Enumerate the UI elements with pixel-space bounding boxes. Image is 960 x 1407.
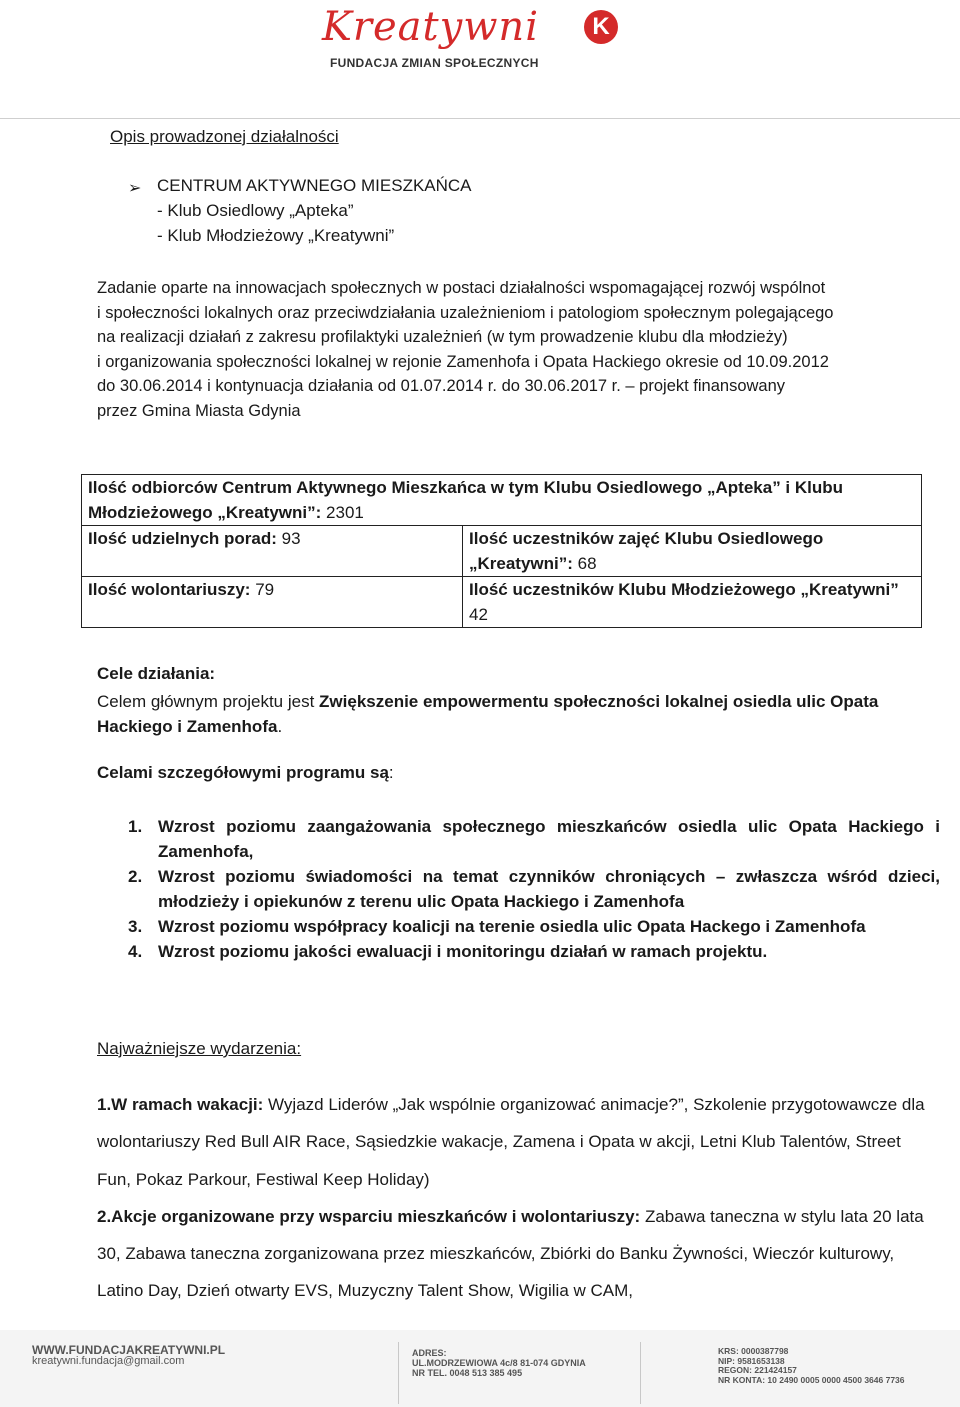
recipients-label: Ilość odbiorców Centrum Aktywnego Mieszkańca w tym Klubu Osiedlowego „Apteka” i Klubu Młodzieżowego „Kreatywni”: bbox=[88, 478, 844, 522]
event-text: Zabawa taneczna w stylu lata 20 lata 30, Zabawa taneczna zorganizowana przez mieszkańców, Zbiórki do Banku Żywności, Wieczór kulturowy, Latino Day, Dzień otwarty EVS, Muzyczny Talent Show, Wigilia w CAM, bbox=[97, 1206, 924, 1301]
goal-text: Wzrost poziomu współpracy koalicji na terenie osiedla ulic Opata Hackego i Zamenhofa bbox=[158, 917, 866, 936]
main-goal-paragraph bbox=[97, 689, 939, 739]
footer-nip: NIP: 9581653138 bbox=[718, 1355, 785, 1366]
arrow-bullet-icon: ➢ bbox=[128, 180, 142, 197]
task-line: przez Gmina Miasta Gdynia bbox=[97, 401, 301, 420]
goal-text: Wzrost poziomu świadomości na temat czynników chroniących – zwłaszcza wśród dzieci, młodzieży i opiekunów z terenu ulic Opata Hackiego i Zamenhofa bbox=[158, 867, 940, 911]
advice-value: 93 bbox=[281, 529, 301, 548]
volunteers-value: 79 bbox=[255, 580, 275, 599]
youth-participants-value: 42 bbox=[469, 605, 488, 624]
footer-registry bbox=[718, 1347, 905, 1385]
task-line: i organizowania społeczności lokalnej w rejonie Zamenhofa i Opata Hackiego okresie od 10.09.2012 bbox=[97, 352, 829, 371]
events-list bbox=[97, 1086, 939, 1310]
advice-label: Ilość udzielnych porad: bbox=[88, 529, 277, 548]
goal-text: Wzrost poziomu jakości ewaluacji i monitoringu działań w ramach projektu. bbox=[158, 942, 768, 961]
table-row bbox=[82, 577, 922, 628]
youth-participants-cell bbox=[463, 577, 922, 628]
list-item bbox=[128, 939, 940, 964]
task-line: i społeczności lokalnych oraz przeciwdziałania uzależnieniom i patologiom społecznym polegającego bbox=[97, 303, 834, 322]
detail-goals-heading bbox=[97, 763, 394, 783]
goals-list bbox=[128, 814, 940, 964]
goal-number: 1. bbox=[128, 817, 143, 836]
club-item: - Klub Młodzieżowy „Kreatywni” bbox=[157, 226, 395, 245]
footer-phone: NR TEL. 0048 513 385 495 bbox=[412, 1368, 523, 1378]
centrum-heading: CENTRUM AKTYWNEGO MIESZKAŃCA bbox=[157, 176, 472, 195]
club-participants-label: Ilość uczestników zajęć Klubu Osiedlowego „Kreatywni”: bbox=[469, 529, 824, 573]
goal-number: 3. bbox=[128, 917, 143, 936]
foundation-logo bbox=[322, 4, 622, 74]
task-line: na realizacji działań z zakresu profilaktyki uzależnień (w tym prowadzenie klubu dla młodzieży) bbox=[97, 328, 788, 346]
logo-badge-icon: K bbox=[584, 10, 618, 44]
volunteers-cell bbox=[82, 577, 463, 628]
footer-divider bbox=[640, 1342, 641, 1404]
stats-table bbox=[81, 474, 922, 628]
event-item bbox=[97, 1198, 939, 1310]
event-label: 2.Akcje organizowane przy wsparciu mieszkańców i wolontariuszy: bbox=[97, 1206, 641, 1226]
table-row bbox=[82, 475, 922, 526]
logo-wordmark: Kreatywni bbox=[322, 4, 539, 50]
footer-account: NR KONTA: 10 2490 0005 0000 4500 3646 7736 bbox=[718, 1374, 905, 1385]
footer-address bbox=[412, 1348, 586, 1378]
event-label: 1.W ramach wakacji: bbox=[97, 1095, 264, 1114]
goal-text: Wzrost poziomu zaangażowania społecznego mieszkańców osiedla ulic Opata Hackiego i Zamenhofa, bbox=[158, 817, 940, 861]
goal-number: 4. bbox=[128, 942, 143, 961]
goal-number: 2. bbox=[128, 867, 143, 886]
event-text: Wyjazd Liderów „Jak wspólnie organizować animacje?”, Szkolenie przygotowawcze dla wolontariuszy Red Bull AIR Race, Sąsiedzkie wakacje, Zamena i Opata w akcji, Letni Klub Talentów, Street Fun, Pokaz Parkour, Festiwal Keep Holiday) bbox=[97, 1095, 925, 1189]
description-title: Opis prowadzonej działalności bbox=[110, 127, 339, 146]
footer-address-label: ADRES: bbox=[412, 1348, 447, 1358]
list-item bbox=[128, 864, 940, 914]
footer-address-line: UL.MODRZEWIOWA 4c/8 81-074 GDYNIA bbox=[412, 1358, 586, 1368]
detail-goals-label: Celami szczegółowymi programu są bbox=[97, 763, 389, 782]
footer-divider bbox=[398, 1342, 399, 1404]
main-goal-text: Zwiększenie empowermentu społeczności lokalnej osiedla ulic Opata Hackiego i Zamenhofa bbox=[97, 692, 879, 736]
footer-email: kreatywni.fundacja@gmail.com bbox=[32, 1354, 185, 1367]
events-heading: Najważniejsze wydarzenia: bbox=[97, 1039, 302, 1058]
footer-website: WWW.FUNDACJAKREATYWNI.PL bbox=[32, 1343, 226, 1357]
club-participants-value: 68 bbox=[577, 554, 597, 573]
logo-subtitle: FUNDACJA ZMIAN SPOŁECZNYCH bbox=[330, 56, 539, 70]
main-goal-suffix: . bbox=[277, 717, 283, 736]
recipients-value: 2301 bbox=[326, 503, 364, 522]
task-description bbox=[97, 276, 939, 423]
task-line: do 30.06.2014 i kontynuacja działania od 01.07.2014 r. do 30.06.2017 r. – projekt finansowany bbox=[97, 377, 786, 395]
advice-cell bbox=[82, 526, 463, 577]
youth-participants-label: Ilość uczestników Klubu Młodzieżowego „Kreatywni” bbox=[469, 580, 899, 599]
volunteers-label: Ilość wolontariuszy: bbox=[88, 580, 251, 599]
list-item bbox=[128, 914, 940, 939]
task-line: Zadanie oparte na innowacjach społecznych w postaci działalności wspomagającej rozwój wspólnot bbox=[97, 279, 826, 297]
footer-regon: REGON: 221424157 bbox=[718, 1365, 797, 1376]
footer-krs: KRS: 0000387798 bbox=[718, 1346, 789, 1356]
main-goal-prefix: Celem głównym projektu jest bbox=[97, 692, 315, 711]
event-item bbox=[97, 1086, 939, 1198]
table-row bbox=[82, 526, 922, 577]
club-participants-cell bbox=[463, 526, 922, 577]
header-divider bbox=[0, 118, 960, 119]
footer-contact bbox=[32, 1345, 225, 1366]
detail-goals-colon: : bbox=[388, 763, 394, 782]
club-item: - Klub Osiedlowy „Apteka” bbox=[157, 201, 354, 220]
list-item bbox=[128, 814, 940, 864]
recipients-cell bbox=[82, 475, 922, 526]
goals-heading: Cele działania: bbox=[97, 664, 216, 683]
